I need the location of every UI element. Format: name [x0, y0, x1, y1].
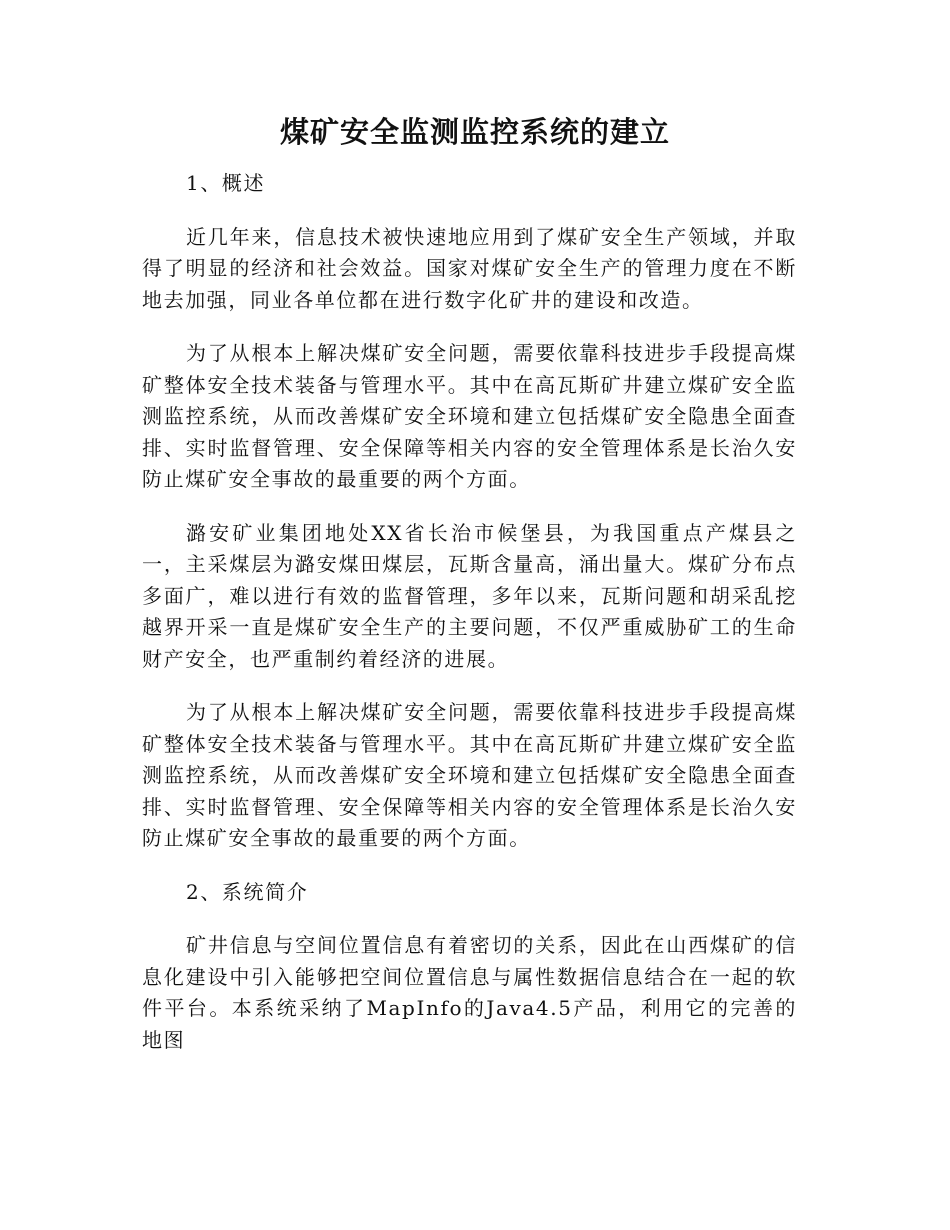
section-heading-system-intro: 2、系统简介 — [186, 879, 309, 904]
document-body — [142, 168, 797, 1078]
paragraph: 潞安矿业集团地处XX省长治市候堡县，为我国重点产煤县之一，主采煤层为潞安煤田煤层，瓦斯含量高，涌出量大。煤矿分布点多面广，难以进行有效的监督管理，多年以来，瓦斯问题和胡采乱挖越界开采一直是煤矿安全生产的主要问题，不仅严重威胁矿工的生命财产安全，也严重制约着经济的进展。 — [142, 520, 797, 671]
paragraph: 矿井信息与空间位置信息有着密切的关系，因此在山西煤矿的信息化建设中引入能够把空间位置信息与属性数据信息结合在一起的软件平台。本系统采纳了MapInfo的Java4.5产品，利用它的完善的地图 — [142, 933, 797, 1052]
paragraph: 为了从根本上解决煤矿安全问题，需要依靠科技进步手段提高煤矿整体安全技术装备与管理水平。其中在高瓦斯矿井建立煤矿安全监测监控系统，从而改善煤矿安全环境和建立包括煤矿安全隐患全面查排、实时监督管理、安全保障等相关内容的安全管理体系是长治久安防止煤矿安全事故的最重要的两个方面。 — [142, 341, 797, 491]
document-title: 煤矿安全监测监控系统的建立 — [279, 115, 670, 149]
paragraph: 为了从根本上解决煤矿安全问题，需要依靠科技进步手段提高煤矿整体安全技术装备与管理水平。其中在高瓦斯矿井建立煤矿安全监测监控系统，从而改善煤矿安全环境和建立包括煤矿安全隐患全面查排、实时监督管理、安全保障等相关内容的安全管理体系是长治久安防止煤矿安全事故的最重要的两个方面。 — [142, 700, 797, 850]
paragraph: 近几年来，信息技术被快速地应用到了煤矿安全生产领域，并取得了明显的经济和社会效益。国家对煤矿安全生产的管理力度在不断地去加强，同业各单位都在进行数字化矿井的建设和改造。 — [142, 224, 797, 312]
section-heading-overview: 1、概述 — [186, 171, 266, 195]
